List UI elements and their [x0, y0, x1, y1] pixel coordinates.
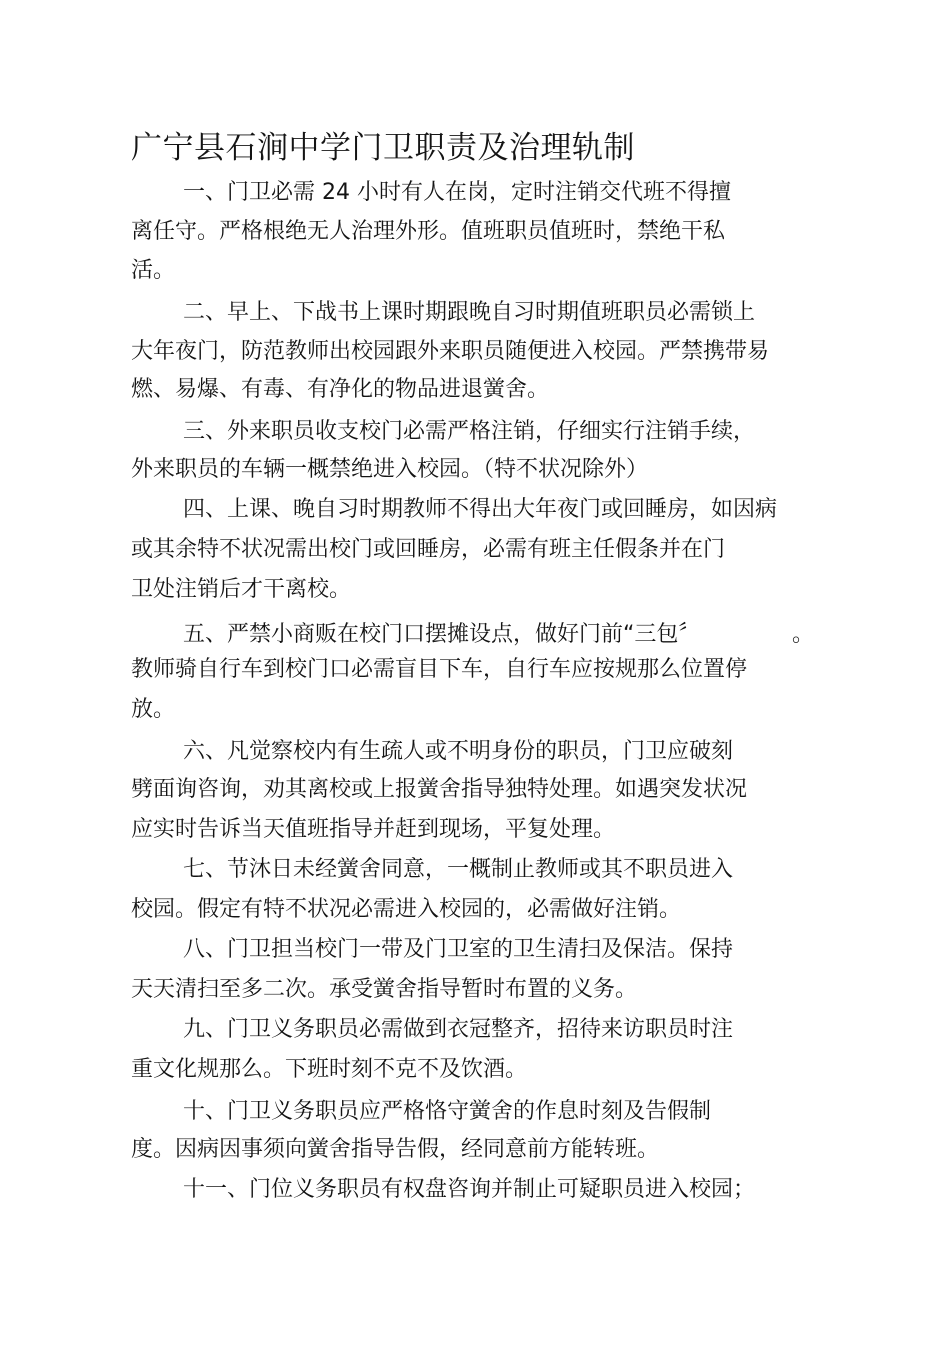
rule-7-line-2: 校园。假定有特不状况必需进入校园的，必需做好注销。 [131, 897, 682, 922]
rule-6-line-3: 应实时告诉当天值班指导并赶到现场，平复处理。 [131, 817, 616, 842]
rule-9-line-1: 九、门卫义务职员必需做到衣冠整齐，招待来访职员时注 [183, 1017, 734, 1042]
rule-6-line-2: 劈面询咨询，劝其离校或上报黉舍指导独特处理。如遇突发状况 [131, 777, 748, 802]
rule-2-line-1: 二、早上、下战书上课时期跟晚自习时期值班职员必需锁上 [183, 300, 756, 325]
rule-3-line-1: 三、外来职员收支校门必需严格注销，仔细实行注销手续， [183, 419, 756, 444]
rule-3-line-2: 外来职员的车辆一概禁绝进入校园。（特不状况除外） [131, 457, 649, 482]
rule-10-line-1: 十、门卫义务职员应严格恪守黉舍的作息时刻及告假制 [183, 1099, 712, 1124]
rule-2-line-2: 大年夜门，防范教师出校园跟外来职员随便进入校园。严禁携带易 [131, 339, 770, 364]
document-title: 广宁县石涧中学门卫职责及治理轨制 [131, 130, 635, 166]
rule-8-line-2: 天天清扫至多二次。承受黉舍指导暂时布置的义务。 [131, 977, 638, 1002]
rule-2-line-3: 燃、易爆、有毒、有净化的物品进退黉舍。 [131, 377, 550, 402]
rule-1-line-1: 一、门卫必需 24 小时有人在岗，定时注销交代班不得擅 [183, 180, 731, 205]
rule-4-line-2: 或其余特不状况需出校门或回睡房，必需有班主任假条并在门 [131, 537, 726, 562]
rule-5-line-1: 五、严禁小商贩在校门口摆摊设点，做好门前“三包〞 [183, 622, 701, 647]
rule-9-line-2: 重文化规那么。下班时刻不克不及饮酒。 [131, 1057, 528, 1082]
rule-5-line-3: 放。 [131, 697, 176, 722]
rule-8-line-1: 八、门卫担当校门一带及门卫室的卫生清扫及保洁。保持 [183, 937, 734, 962]
rule-5-trailing-period: 。 [792, 622, 815, 647]
rule-6-line-1: 六、凡觉察校内有生疏人或不明身份的职员，门卫应破刻 [183, 739, 734, 764]
rule-7-line-1: 七、节沐日未经黉舍同意，一概制止教师或其不职员进入 [183, 857, 734, 882]
rule-11-line-1: 十一、门位义务职员有权盘咨询并制止可疑职员进入校园； [183, 1177, 756, 1202]
rule-1-line-2: 离任守。严格根绝无人治理外形。值班职员值班时，禁绝干私 [131, 219, 726, 244]
rule-4-line-1: 四、上课、晚自习时期教师不得出大年夜门或回睡房，如因病 [183, 497, 778, 522]
rule-5-line-2: 教师骑自行车到校门口必需盲目下车，自行车应按规那么位置停 [131, 657, 748, 682]
rule-4-line-3: 卫处注销后才干离校。 [131, 577, 352, 602]
rule-1-line-3: 活。 [131, 258, 176, 283]
rule-10-line-2: 度。因病因事须向黉舍指导告假，经同意前方能转班。 [131, 1137, 660, 1162]
